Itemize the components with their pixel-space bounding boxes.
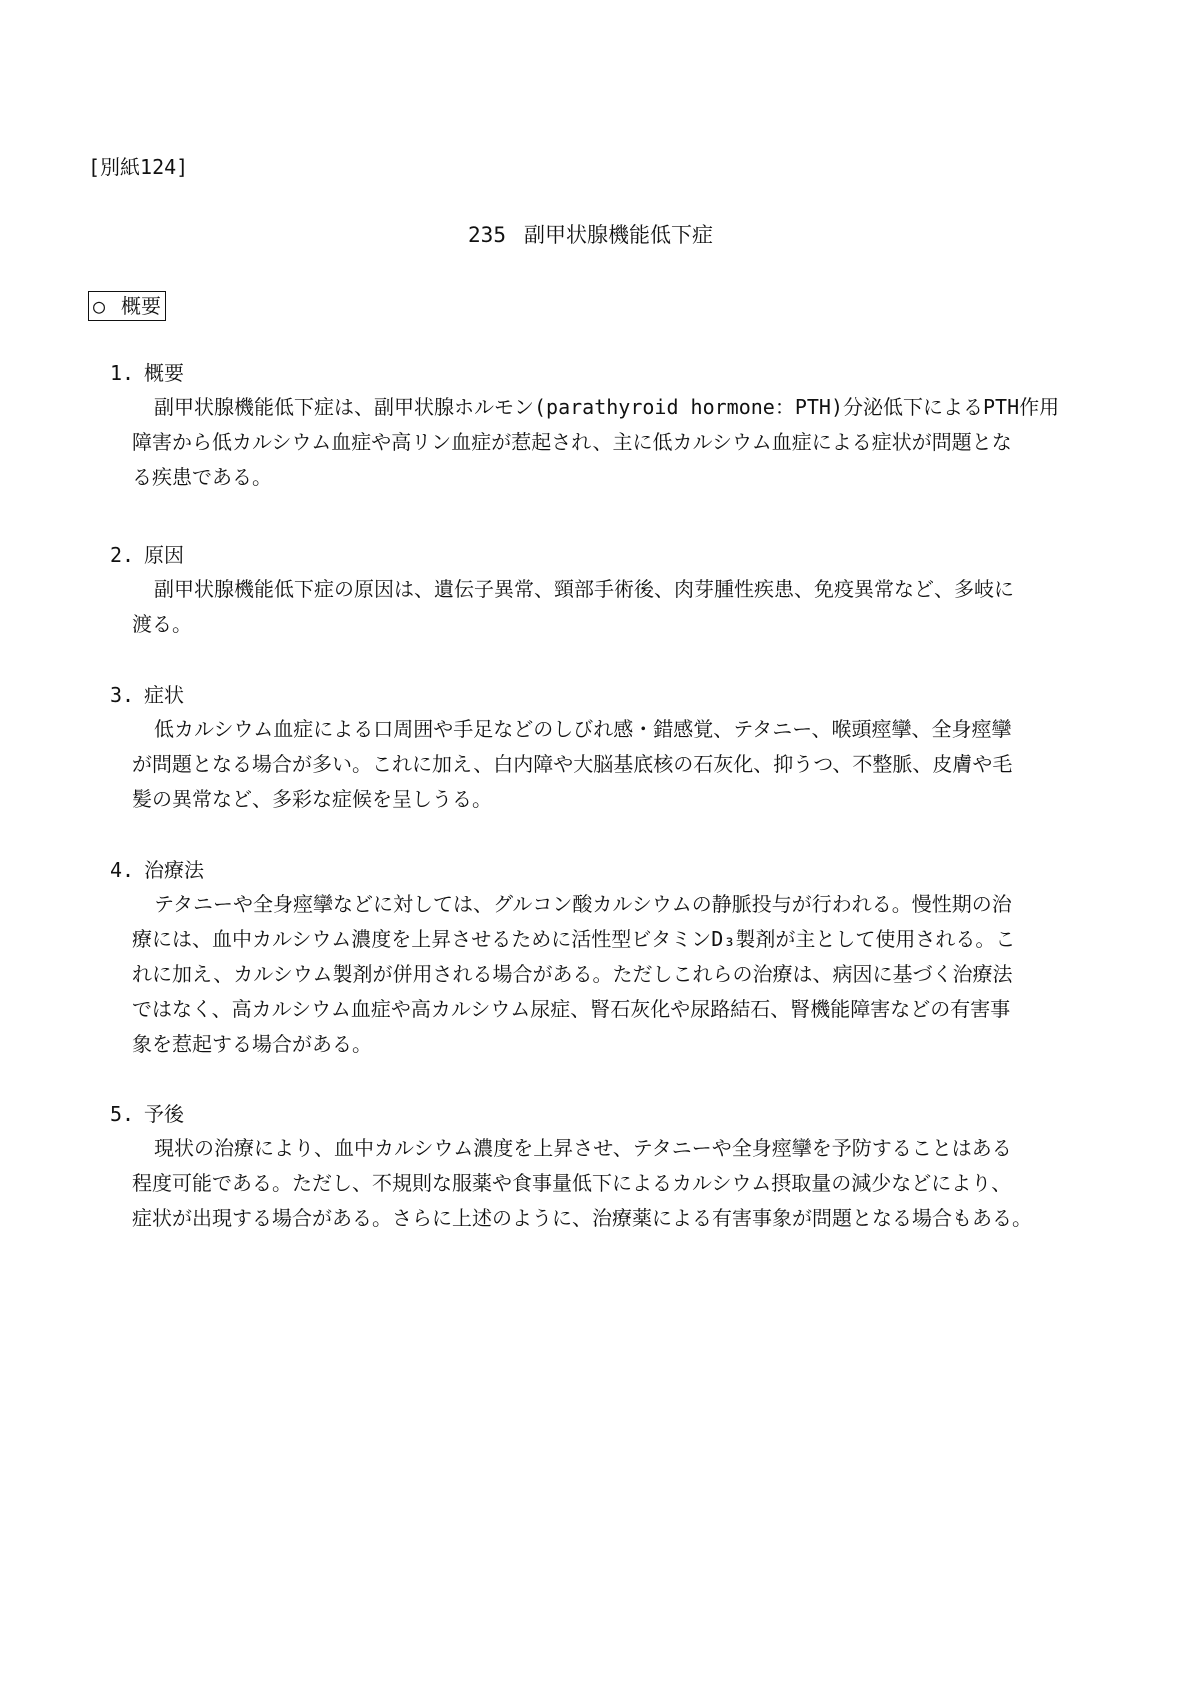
section-number: 5. xyxy=(110,1102,135,1126)
body-line: 髪の異常など、多彩な症候を呈しうる。 xyxy=(132,787,492,811)
body-line: 副甲状腺機能低下症の原因は、遺伝子異常、頸部手術後、肉芽腫性疾患、免疫異常など、多岐に xyxy=(154,577,1014,601)
section-body xyxy=(132,887,1092,1062)
disease-name: 副甲状腺機能低下症 xyxy=(523,223,713,247)
section-heading-text: 概要 xyxy=(144,361,184,385)
disease-number: 235 xyxy=(468,223,506,247)
section-number: 3. xyxy=(110,683,135,707)
section-number: 2. xyxy=(110,543,135,567)
section-heading-text: 原因 xyxy=(144,543,184,567)
section-heading xyxy=(110,538,184,572)
section-heading xyxy=(110,853,204,887)
circle-mark: ○ xyxy=(93,294,106,318)
body-line: 障害から低カルシウム血症や高リン血症が惹起され、主に低カルシウム血症による症状が問題とな xyxy=(132,430,1012,454)
annex-label: [別紙124] xyxy=(88,155,189,179)
body-line: れに加え、カルシウム製剤が併用される場合がある。ただしこれらの治療は、病因に基づく治療法 xyxy=(132,962,1013,986)
body-line: 療には、血中カルシウム濃度を上昇させるために活性型ビタミンD₃製剤が主として使用される。こ xyxy=(132,927,1016,951)
section-body xyxy=(132,390,1092,495)
section-heading xyxy=(110,678,184,712)
page-title xyxy=(0,221,1181,249)
section-number: 1. xyxy=(110,361,135,385)
section-heading-text: 症状 xyxy=(144,683,184,707)
body-line: が問題となる場合が多い。これに加え、白内障や大脳基底核の石灰化、抑うつ、不整脈、皮膚や毛 xyxy=(132,752,1013,776)
section-number: 4. xyxy=(110,858,135,882)
body-line: 副甲状腺機能低下症は、副甲状腺ホルモン(parathyroid hormone：PTH)分泌低下によるPTH作用 xyxy=(154,395,1060,419)
section-heading xyxy=(110,356,184,390)
body-line: 渡る。 xyxy=(132,612,192,636)
body-line: 象を惹起する場合がある。 xyxy=(132,1032,372,1056)
body-line: 症状が出現する場合がある。さらに上述のように、治療薬による有害事象が問題となる場合もある。 xyxy=(132,1206,1032,1230)
section-heading-text: 予後 xyxy=(144,1102,184,1126)
section-body xyxy=(132,572,1092,642)
body-line: 程度可能である。ただし、不規則な服薬や食事量低下によるカルシウム摂取量の減少などにより、 xyxy=(132,1171,1012,1195)
section-body xyxy=(132,712,1092,817)
section-heading-text: 治療法 xyxy=(144,858,204,882)
section-body xyxy=(132,1131,1092,1236)
body-line: 低カルシウム血症による口周囲や手足などのしびれ感・錯感覚、テタニー、喉頭痙攣、全身痙攣 xyxy=(154,717,1012,741)
overview-heading-label: 概要 xyxy=(121,294,162,318)
body-line: テタニーや全身痙攣などに対しては、グルコン酸カルシウムの静脈投与が行われる。慢性期の治 xyxy=(154,892,1012,916)
body-line: 現状の治療により、血中カルシウム濃度を上昇させ、テタニーや全身痙攣を予防することはある xyxy=(154,1136,1012,1160)
overview-heading-box xyxy=(88,291,166,321)
body-line: る疾患である。 xyxy=(132,465,272,489)
body-line: ではなく、高カルシウム血症や高カルシウム尿症、腎石灰化や尿路結石、腎機能障害などの有害事 xyxy=(132,997,1011,1021)
section-heading xyxy=(110,1097,184,1131)
